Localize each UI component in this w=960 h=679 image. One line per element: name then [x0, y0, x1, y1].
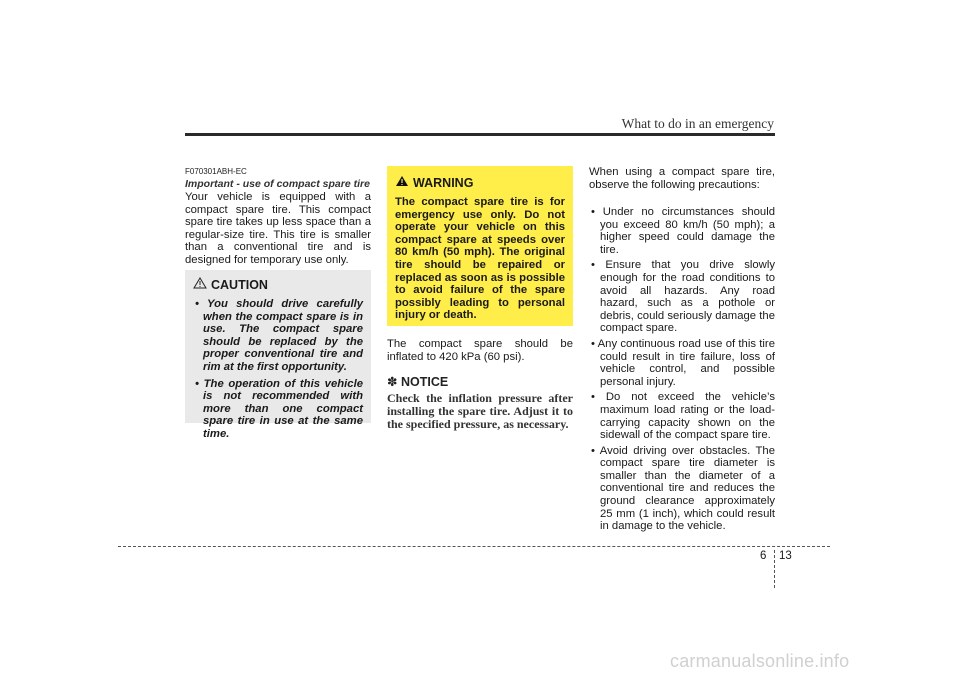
caution-item: • You should drive carefully when the compact spare is in use. The compact spare should be replaced by the proper conventional tire and rim at the first opportunity. [195, 298, 364, 373]
intro-paragraph: Your vehicle is equipped with a compact spare tire. This compact spare tire takes up less space than a regular-size tire. This tire is smaller than a conventional tire and is designed for temporary use only. [185, 191, 371, 266]
warning-triangle-outline-icon [193, 276, 207, 294]
precaution-item: • Ensure that you drive slowly enough for the road conditions to avoid all hazards. Any road hazard, such as a pothole or debris, could seriously damage the compact spare. [591, 259, 775, 335]
caution-title: CAUTION [211, 278, 268, 292]
caution-item: • The operation of this vehicle is not recommended with more than one compact spare tire in use at the same time. [195, 377, 363, 440]
warning-triangle-filled-icon [395, 174, 409, 192]
notice-heading [387, 376, 448, 389]
caution-list [193, 298, 363, 441]
notice-icon: ✽ [387, 375, 398, 389]
section-heading: Important - use of compact spare tire [185, 178, 370, 190]
footer-rule [118, 546, 830, 547]
precaution-item: • Any continuous road use of this tire could result in tire failure, loss of vehicle control, and possible personal injury. [591, 337, 775, 388]
precaution-item: • Avoid driving over obstacles. The compact spare tire diameter is smaller than the diameter of a conventional tire and reduces the ground clearance approximately 25 mm (1 inch), which could result in damage to the vehicle. [591, 444, 775, 533]
warning-text: The compact spare tire is for emergency use only. Do not operate your vehicle on this compact spare at speeds over 80 km/h (50 mph). The original tire should be repaired or replaced as soon as is possible to avoid failure of the spare possibly leading to personal injury or death. [395, 196, 565, 322]
precaution-item: • Under no circumstances should you exceed 80 km/h (50 mph); a higher speed could damage the tire. [591, 206, 776, 256]
notice-title: NOTICE [400, 375, 449, 389]
warning-title: WARNING [413, 176, 474, 190]
chapter-number: 6 [760, 550, 767, 562]
caution-box [185, 270, 371, 440]
precautions-list [589, 206, 775, 536]
warning-title-row [395, 174, 565, 192]
precaution-item: • Do not exceed the vehicle’s maximum load rating or the load-carrying capacity shown on the sidewall of the compact spare tire. [591, 391, 776, 442]
inflation-paragraph: The compact spare should be inflated to 420 kPa (60 psi). [387, 338, 573, 363]
warning-box [387, 166, 573, 326]
page-number: 13 [779, 550, 792, 562]
page-number-separator [774, 550, 775, 588]
watermark: carmanualsonline.info [670, 651, 850, 671]
header-rule [185, 133, 775, 136]
notice-text: Check the inflation pressure after installing the spare tire. Adjust it to the specified pressure, as necessary. [387, 391, 573, 431]
header-section-title: What to do in an emergency [621, 116, 774, 131]
ref-code: F070301ABH-EC [185, 167, 247, 176]
precautions-intro: When using a compact spare tire, observe the following precautions: [589, 166, 775, 191]
caution-title-row [193, 276, 363, 294]
